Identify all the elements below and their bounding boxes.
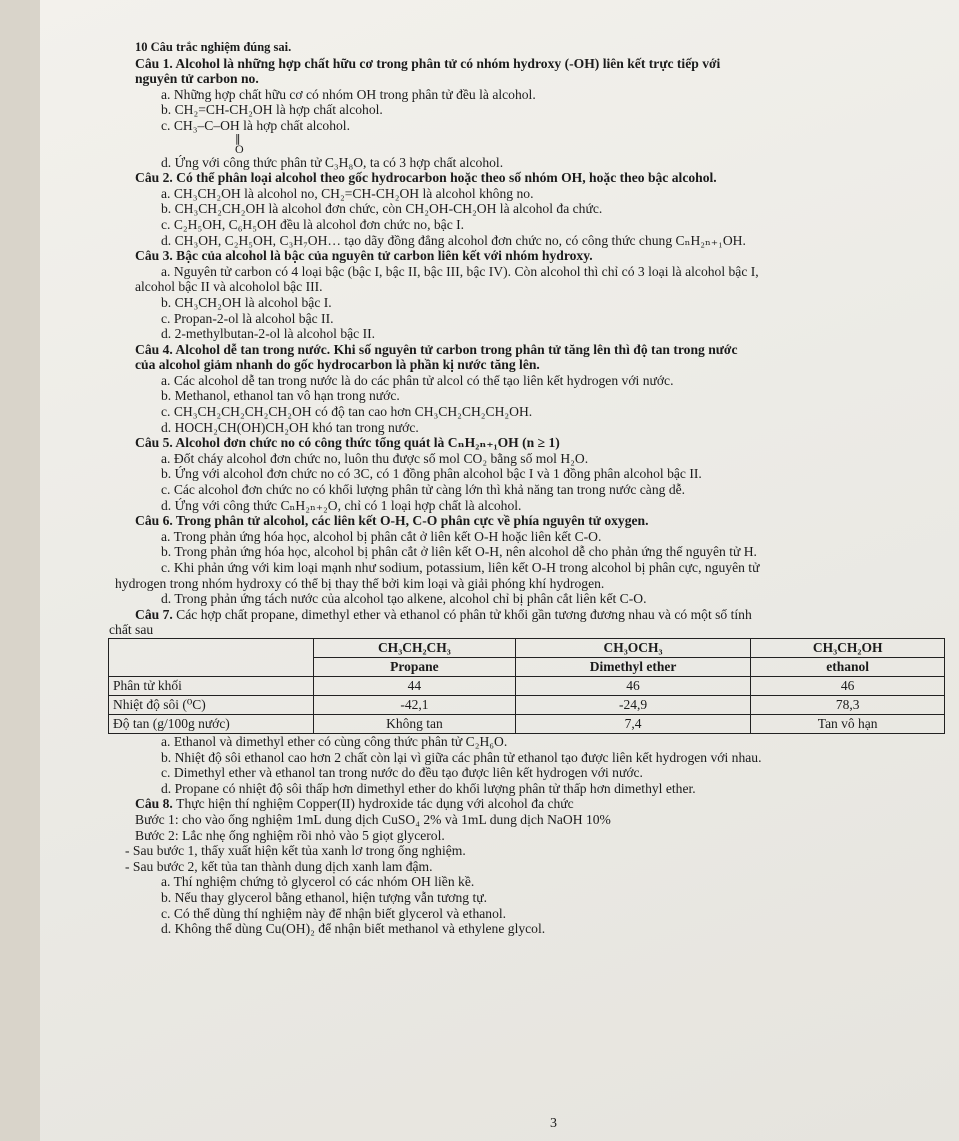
worksheet-page [40, 0, 959, 1141]
q1-option-c-double-bond: ‖ [235, 131, 241, 145]
q6-option-d: d. Trong phản ứng tách nước của alcohol tạo alkene, alcohol chỉ bị phân cắt liên kết C-O. [161, 591, 647, 607]
worksheet-title: 10 Câu trắc nghiệm đúng sai. [135, 40, 292, 54]
q2-stem: Câu 2. Có thể phân loại alcohol theo gốc hydrocarbon hoặc theo số nhóm OH, hoặc theo bậc alcohol. [135, 170, 717, 186]
properties-table [108, 638, 945, 734]
q6-stem: Câu 6. Trong phân tử alcohol, các liên kết O-H, C-O phân cực về phía nguyên tử oxygen. [135, 513, 649, 529]
q8-stem-text: Thực hiện thí nghiệm Copper(II) hydroxide tác dụng với alcohol đa chức [176, 796, 574, 812]
formula-dimethyl-ether: CH₃OCH₃ [515, 638, 751, 657]
q8-label: Câu 8. [135, 796, 177, 812]
q8-option-d: d. Không thể dùng Cu(OH)₂ để nhận biết methanol và ethylene glycol. [161, 921, 546, 937]
table-row-formulas [109, 638, 945, 657]
q6-option-a: a. Trong phản ứng hóa học, alcohol bị phân cắt ở liên kết O-H hoặc liên kết C-O. [161, 528, 602, 544]
q4-option-a: a. Các alcohol dễ tan trong nước là do các phân tử alcol có thể tạo liên kết hydrogen với nước. [161, 372, 674, 388]
q2-option-b: b. CH₃CH₂CH₂OH là alcohol đơn chức, còn CH₂OH-CH₂OH là alcohol đa chức. [161, 201, 603, 217]
q1-option-d: d. Ứng với công thức phân tử C₃H₈O, ta có 3 hợp chất alcohol. [161, 154, 504, 170]
q1-option-c: c. CH₃–C–OH là hợp chất alcohol. [161, 117, 350, 133]
q4-option-c: c. CH₃CH₂CH₂CH₂CH₂OH có độ tan cao hơn CH₃CH₂CH₂CH₂OH. [161, 404, 533, 420]
q7-label: Câu 7. [135, 606, 177, 622]
row-label-boiling-point: Nhiệt độ sôi (⁰C) [109, 695, 314, 714]
q8-option-b: b. Nếu thay glycerol bằng ethanol, hiện tượng vẫn tương tự. [161, 889, 488, 905]
table-corner-cell [109, 638, 314, 676]
table-cell: Không tan [314, 714, 516, 733]
q6-option-c-line2: hydrogen trong nhóm hydroxy có thể bị thay thế bởi kim loại và giải phóng khí hydrogen. [115, 575, 605, 591]
table-cell: 7,4 [515, 714, 751, 733]
q8-option-c: c. Có thể dùng thí nghiệm này để nhận biết glycerol và ethanol. [161, 905, 507, 921]
row-label-molar-mass: Phân tử khối [109, 676, 314, 695]
q1-option-c-oxygen: O [235, 141, 244, 156]
table-row [109, 714, 945, 733]
q5-option-a: a. Đốt cháy alcohol đơn chức no, luôn thu được số mol CO₂ bằng số mol H₂O. [161, 450, 589, 466]
q5-stem: Câu 5. Alcohol đơn chức no có công thức tổng quát là CₙH₂ₙ₊₁OH (n ≥ 1) [135, 435, 560, 451]
q4-stem-line1: Câu 4. Alcohol dễ tan trong nước. Khi số nguyên tử carbon trong phân tử tăng lên thì độ tan trong nước [135, 341, 738, 357]
q1-stem-line2: nguyên tử carbon no. [135, 71, 259, 87]
q8-step1: Bước 1: cho vào ống nghiệm 1mL dung dịch CuSO₄ 2% và 1mL dung dịch NaOH 10% [135, 811, 611, 827]
q3-option-c: c. Propan-2-ol là alcohol bậc II. [161, 310, 334, 326]
q8-option-a: a. Thí nghiệm chứng tỏ glycerol có các nhóm OH liền kề. [161, 874, 475, 890]
q1-option-a: a. Những hợp chất hữu cơ có nhóm OH trong phân tử đều là alcohol. [161, 86, 536, 102]
q7-option-b: b. Nhiệt độ sôi ethanol cao hơn 2 chất còn lại vì giữa các phân tử ethanol tạo được liên kết hydrogen với nhau. [161, 749, 762, 765]
page-number: 3 [550, 1116, 557, 1131]
q5-option-d: d. Ứng với công thức CₙH₂ₙ₊₂O, chỉ có 1 loại hợp chất là alcohol. [161, 497, 522, 513]
table-row [109, 695, 945, 714]
worksheet-content [109, 40, 945, 937]
name-dimethyl-ether: Dimethyl ether [515, 657, 751, 676]
q8-step2: Bước 2: Lắc nhẹ ống nghiệm rồi nhỏ vào 5 giọt glycerol. [135, 827, 445, 843]
q7-option-d: d. Propane có nhiệt độ sôi thấp hơn dimethyl ether do khối lượng phân tử thấp hơn dimethyl ether. [161, 780, 696, 796]
q2-option-c: c. C₂H₅OH, C₆H₅OH đều là alcohol đơn chức no, bậc I. [161, 216, 465, 232]
formula-propane: CH₃CH₂CH₃ [314, 638, 516, 657]
q4-option-d: d. HOCH₂CH(OH)CH₂OH khó tan trong nước. [161, 419, 419, 435]
q5-option-b: b. Ứng với alcohol đơn chức no có 3C, có 1 đồng phân alcohol bậc I và 1 đồng phân alcohol bậc II. [161, 466, 702, 482]
q7-option-c: c. Dimethyl ether và ethanol tan trong nước do đều tạo được liên kết hydrogen với nước. [161, 765, 643, 781]
q3-stem: Câu 3. Bậc của alcohol là bậc của nguyên tử carbon liên kết với nhóm hydroxy. [135, 248, 593, 264]
q8-observation1: - Sau bước 1, thấy xuất hiện kết tủa xanh lơ trong ống nghiệm. [125, 843, 466, 859]
q1-option-b: b. CH₂=CH-CH₂OH là hợp chất alcohol. [161, 102, 383, 118]
formula-ethanol: CH₃CH₂OH [751, 638, 945, 657]
q1-stem-line1: Câu 1. Alcohol là những hợp chất hữu cơ trong phân tử có nhóm hydroxy (-OH) liên kết trực tiếp với [135, 55, 721, 71]
table-cell: 46 [515, 676, 751, 695]
q3-option-b: b. CH₃CH₂OH là alcohol bậc I. [161, 294, 332, 310]
q6-option-b: b. Trong phản ứng hóa học, alcohol bị phân cắt ở liên kết O-H, nên alcohol dễ cho phản ứng thế nguyên tử H. [161, 544, 757, 560]
table-cell: 44 [314, 676, 516, 695]
q8-observation2: - Sau bước 2, kết tủa tan thành dung dịch xanh lam đậm. [125, 858, 433, 874]
table-cell: Tan vô hạn [751, 714, 945, 733]
q5-option-c: c. Các alcohol đơn chức no có khối lượng phân tử càng lớn thì khả năng tan trong nước càng dễ. [161, 482, 686, 498]
name-ethanol: ethanol [751, 657, 945, 676]
q2-option-a: a. CH₃CH₂OH là alcohol no, CH₂=CH-CH₂OH là alcohol không no. [161, 185, 534, 201]
q7-stem-line2: chất sau [109, 622, 154, 638]
q6-option-c-line1: c. Khi phản ứng với kim loại mạnh như sodium, potassium, liên kết O-H trong alcohol bị phân cực, nguyên tử [161, 560, 760, 575]
table-cell: -42,1 [314, 695, 516, 714]
q3-option-a-line1: a. Nguyên tử carbon có 4 loại bậc (bậc I, bậc II, bậc III, bậc IV). Còn alcohol thì chỉ có 3 loại là alcohol bậc I, [161, 263, 759, 279]
table-cell: 78,3 [751, 695, 945, 714]
name-propane: Propane [314, 657, 516, 676]
q7-stem-line1 [135, 607, 945, 623]
q2-option-d: d. CH₃OH, C₂H₅OH, C₃H₇OH… tạo dãy đồng đẳng alcohol đơn chức no, có công thức chung CₙH₂ₙ₊₁OH. [161, 232, 746, 248]
table-row [109, 676, 945, 695]
table-cell: 46 [751, 676, 945, 695]
q7-option-a: a. Ethanol và dimethyl ether có cùng công thức phân tử C₂H₆O. [161, 733, 508, 749]
q4-stem-line2: của alcohol giảm nhanh do gốc hydrocarbon là phần kị nước tăng lên. [135, 357, 540, 373]
q7-stem-text: Các hợp chất propane, dimethyl ether và ethanol có phân tử khối gần tương đương nhau và có một số tính [176, 606, 752, 622]
table-cell: -24,9 [515, 695, 751, 714]
q8-stem [135, 796, 945, 812]
q3-option-d: d. 2-methylbutan-2-ol là alcohol bậc II. [161, 326, 376, 342]
q3-option-a-line2: alcohol bậc II và alcoholol bậc III. [135, 279, 323, 295]
q4-option-b: b. Methanol, ethanol tan vô hạn trong nước. [161, 388, 400, 404]
row-label-solubility: Độ tan (g/100g nước) [109, 714, 314, 733]
